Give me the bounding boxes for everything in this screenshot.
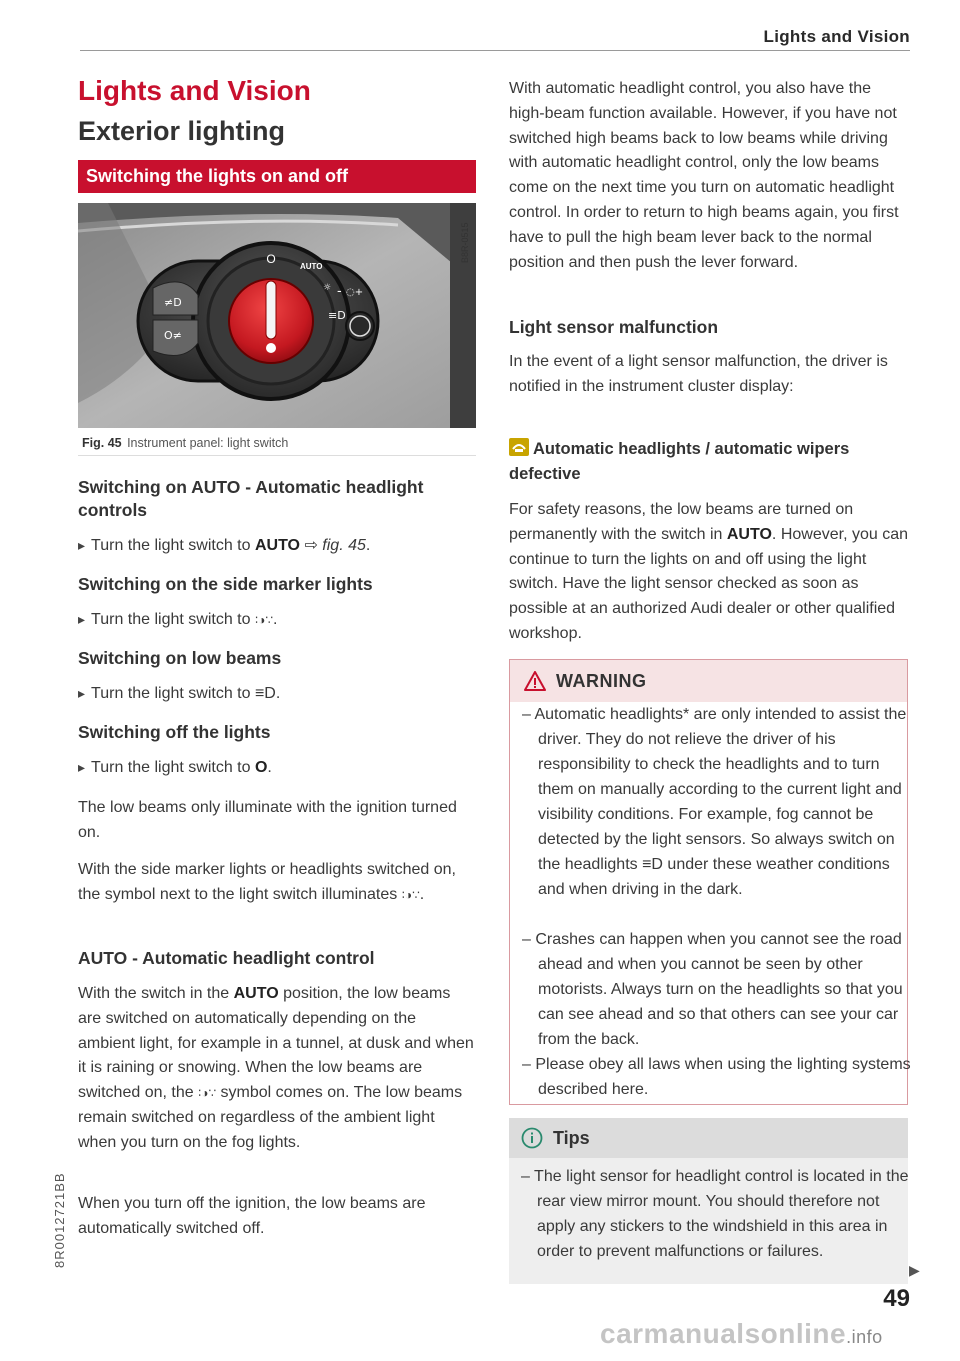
document-code: 8R0012721BB <box>52 1172 67 1268</box>
running-head: Lights and Vision <box>763 27 910 46</box>
auto-control-paragraph: With the switch in the AUTO position, the low beams are switched on automatically depending on the ambient light, for example in a tunnel, at dusk and when it is raining or snowing. When the low beams are switched on, the ∶◑∵ symbol comes on. The low beams remain switched on regardless of the ambient light when you turn on the fog lights. <box>78 985 474 1151</box>
tips-item: – The light sensor for headlight control is located in the rear view mirror mount. You should therefore not apply any stickers to the windshield in this area in order to prevent malfunctions or failures. <box>521 1168 909 1260</box>
chapter-title: Lights and Vision <box>78 75 311 106</box>
ignition-off-paragraph: When you turn off the ignition, the low beams are automatically switched off. <box>78 1195 426 1237</box>
light-switch-illustration <box>78 203 476 428</box>
subsection-bar: Switching the lights on and off <box>78 160 476 193</box>
auto-control-heading: AUTO - Automatic headlight control <box>78 948 375 968</box>
tips-title: Tips <box>553 1127 590 1148</box>
low-beam-icon: ≡D <box>254 685 276 702</box>
sensor-malfunction-paragraph: In the event of a light sensor malfunction, the driver is notified in the instrument cluster display: <box>509 353 888 395</box>
lights-off-step: ▸ Turn the light switch to O. <box>78 755 476 781</box>
next-page-arrow-icon[interactable]: ▶ <box>909 1262 920 1278</box>
rear-fog-icon: ◌+ <box>346 287 364 298</box>
side-marker-icon: ∶◑∵ <box>254 613 273 627</box>
low-beams-step: ▸ Turn the light switch to ≡D. <box>78 681 476 707</box>
indicator-paragraph: With the side marker lights or headlights switched on, the symbol next to the light switch illuminates ∶◑∵. <box>78 861 456 903</box>
caption-rule <box>78 455 476 456</box>
header-rule <box>80 50 910 51</box>
auto-heading: Switching on AUTO - Automatic headlight controls <box>78 477 424 520</box>
warning-header <box>510 660 907 702</box>
light-switch-figure <box>78 203 476 428</box>
warning-title: WARNING <box>556 670 647 691</box>
switch-label-auto: AUTO <box>300 262 323 271</box>
warning-item: – Automatic headlights* are only intended to assist the driver. They do not relieve the driver of his responsibility to check the headlights and to turn them on manually according to the current light and visibility conditions. For example, fog cannot be detected by the light sensors. So always switch on the headlights ≡D under these weather conditions and when driving in the dark. <box>522 706 907 898</box>
figure-reference-link[interactable]: ⇨ fig. 45 <box>300 537 366 554</box>
figure-number: Fig. 45 <box>82 436 122 450</box>
side-marker-step: ▸ Turn the light switch to ∶◑∵. <box>78 607 476 633</box>
page-number: 49 <box>883 1285 910 1312</box>
high-beam-paragraph: With automatic headlight control, you also have the high-beam function available. However, if you have not switched high beams back to low beams while driving with automatic headlight control, only the low beams come on the next time you turn on automatic headlight control. In order to return to high beams again, you first have to pull the high beam lever back to the normal position and then push the lever forward. <box>509 80 899 271</box>
tips-header <box>509 1118 908 1158</box>
side-marker-indicator-icon: ∶◑∵ <box>401 887 420 902</box>
side-marker-symbol: ☼ <box>323 283 332 293</box>
figure-caption-text: Instrument panel: light switch <box>127 436 289 450</box>
rear-fog-symbol: - <box>337 284 342 299</box>
auto-step: ▸ Turn the light switch to AUTO ⇨ fig. 45. <box>78 533 476 559</box>
sensor-malfunction-heading: Light sensor malfunction <box>509 317 719 337</box>
info-circle-icon <box>521 1127 543 1149</box>
lights-off-heading: Switching off the lights <box>78 722 271 742</box>
low-beams-heading: Switching on low beams <box>78 648 282 668</box>
watermark: carmanualsonline.info <box>600 1318 883 1349</box>
ignition-paragraph: The low beams only illuminate with the ignition turned on. <box>78 799 457 841</box>
switch-label-fog-front: ≠D <box>164 296 182 309</box>
section-title: Exterior lighting <box>78 116 286 146</box>
warning-item: – Crashes can happen when you cannot see the road ahead and when you cannot be seen by other motorists. Always turn on the headlights so that you can see ahead and so that others can see your car from the back. <box>522 931 903 1048</box>
auto-headlight-indicator-icon <box>509 438 529 456</box>
warning-triangle-icon <box>524 671 546 691</box>
warning-item: – Please obey all laws when using the lighting systems described here. <box>522 1056 911 1098</box>
switch-label-off: O <box>266 252 276 266</box>
side-marker-heading: Switching on the side marker lights <box>78 574 373 594</box>
auto-indicator-icon: ∶◑∵ <box>198 1086 217 1101</box>
safety-paragraph: For safety reasons, the low beams are turned on permanently with the switch in AUTO. However, you can continue to turn the lights on and off using the light switch. Have the light sensor checked as soon as possible at an authorized Audi dealer or other qualified workshop. <box>509 501 908 642</box>
figure-code: B8R-0515 <box>460 222 470 263</box>
switch-label-fog-rear: O≠ <box>164 329 182 342</box>
tips-box <box>509 1118 908 1284</box>
figure-caption <box>82 436 288 450</box>
low-beam-symbol: ≡D <box>328 309 346 322</box>
defect-message: Automatic headlights / automatic wipers defective <box>509 440 850 483</box>
warning-box <box>509 659 911 1105</box>
